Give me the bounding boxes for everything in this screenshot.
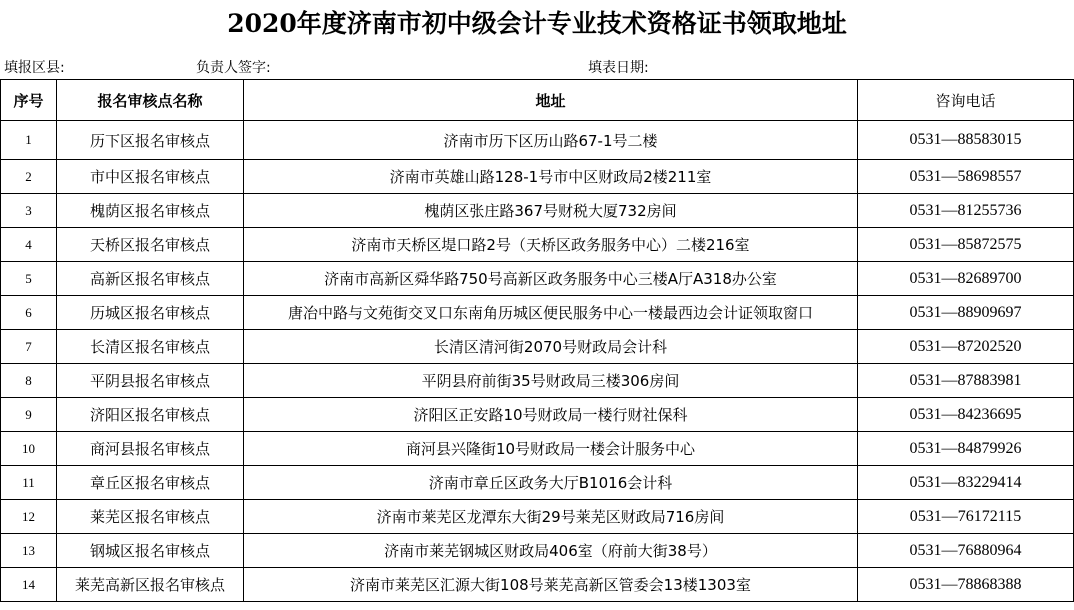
phone-cell: 0531—85872575	[858, 228, 1074, 262]
seq-cell: 12	[1, 500, 57, 534]
table-row	[1, 534, 1074, 568]
phone-cell: 0531—76880964	[858, 534, 1074, 568]
header-seq: 序号	[1, 80, 57, 121]
address-cell: 济南市莱芜区龙潭东大街29号莱芜区财政局716房间	[244, 500, 858, 534]
header-phone: 咨询电话	[858, 80, 1074, 121]
name-cell: 市中区报名审核点	[57, 160, 244, 194]
name-cell: 平阴县报名审核点	[57, 364, 244, 398]
seq-cell: 7	[1, 330, 57, 364]
table-row	[1, 121, 1074, 160]
address-table	[0, 79, 1074, 602]
seq-cell: 13	[1, 534, 57, 568]
header-address: 地址	[244, 80, 858, 121]
table-row	[1, 262, 1074, 296]
county-label: 填报区县:	[4, 60, 65, 76]
date-label: 填表日期:	[588, 60, 649, 76]
address-cell: 济南市高新区舜华路750号高新区政务服务中心三楼A厅A318办公室	[244, 262, 858, 296]
seq-cell: 14	[1, 568, 57, 602]
name-cell: 章丘区报名审核点	[57, 466, 244, 500]
table-row	[1, 398, 1074, 432]
address-cell: 济南市英雄山路128-1号市中区财政局2楼211室	[244, 160, 858, 194]
phone-cell: 0531—83229414	[858, 466, 1074, 500]
phone-cell: 0531—88583015	[858, 121, 1074, 160]
phone-cell: 0531—84879926	[858, 432, 1074, 466]
phone-cell: 0531—78868388	[858, 568, 1074, 602]
address-cell: 济阳区正安路10号财政局一楼行财社保科	[244, 398, 858, 432]
header-name: 报名审核点名称	[57, 80, 244, 121]
seq-cell: 8	[1, 364, 57, 398]
address-cell: 济南市历下区历山路67-1号二楼	[244, 121, 858, 160]
phone-cell: 0531—88909697	[858, 296, 1074, 330]
name-cell: 历城区报名审核点	[57, 296, 244, 330]
address-cell: 济南市章丘区政务大厅B1016会计科	[244, 466, 858, 500]
table-row	[1, 228, 1074, 262]
seq-cell: 2	[1, 160, 57, 194]
phone-cell: 0531—84236695	[858, 398, 1074, 432]
phone-cell: 0531—82689700	[858, 262, 1074, 296]
name-cell: 长清区报名审核点	[57, 330, 244, 364]
table-row	[1, 194, 1074, 228]
table-row	[1, 568, 1074, 602]
table-header-row	[1, 80, 1074, 121]
table-row	[1, 364, 1074, 398]
seq-cell: 6	[1, 296, 57, 330]
phone-cell: 0531—76172115	[858, 500, 1074, 534]
seq-cell: 3	[1, 194, 57, 228]
name-cell: 高新区报名审核点	[57, 262, 244, 296]
seq-cell: 9	[1, 398, 57, 432]
seq-cell: 1	[1, 121, 57, 160]
table-row	[1, 296, 1074, 330]
table-row	[1, 160, 1074, 194]
address-cell: 长清区清河街2070号财政局会计科	[244, 330, 858, 364]
name-cell: 莱芜区报名审核点	[57, 500, 244, 534]
address-cell: 商河县兴隆街10号财政局一楼会计服务中心	[244, 432, 858, 466]
name-cell: 天桥区报名审核点	[57, 228, 244, 262]
phone-cell: 0531—87202520	[858, 330, 1074, 364]
address-cell: 唐冶中路与文苑街交叉口东南角历城区便民服务中心一楼最西边会计证领取窗口	[244, 296, 858, 330]
address-cell: 槐荫区张庄路367号财税大厦732房间	[244, 194, 858, 228]
seq-cell: 10	[1, 432, 57, 466]
address-cell: 济南市莱芜钢城区财政局406室（府前大街38号）	[244, 534, 858, 568]
name-cell: 莱芜高新区报名审核点	[57, 568, 244, 602]
address-cell: 济南市莱芜区汇源大街108号莱芜高新区管委会13楼1303室	[244, 568, 858, 602]
name-cell: 济阳区报名审核点	[57, 398, 244, 432]
address-cell: 平阴县府前街35号财政局三楼306房间	[244, 364, 858, 398]
signer-label: 负责人签字:	[196, 60, 271, 76]
phone-cell: 0531—81255736	[858, 194, 1074, 228]
name-cell: 历下区报名审核点	[57, 121, 244, 160]
name-cell: 商河县报名审核点	[57, 432, 244, 466]
address-cell: 济南市天桥区堤口路2号（天桥区政务服务中心）二楼216室	[244, 228, 858, 262]
name-cell: 槐荫区报名审核点	[57, 194, 244, 228]
table-row	[1, 330, 1074, 364]
seq-cell: 11	[1, 466, 57, 500]
table-row	[1, 500, 1074, 534]
document-title: 2020年度济南市初中级会计专业技术资格证书领取地址	[227, 9, 847, 38]
phone-cell: 0531—58698557	[858, 160, 1074, 194]
table-row	[1, 466, 1074, 500]
seq-cell: 5	[1, 262, 57, 296]
phone-cell: 0531—87883981	[858, 364, 1074, 398]
table-row	[1, 432, 1074, 466]
seq-cell: 4	[1, 228, 57, 262]
name-cell: 钢城区报名审核点	[57, 534, 244, 568]
